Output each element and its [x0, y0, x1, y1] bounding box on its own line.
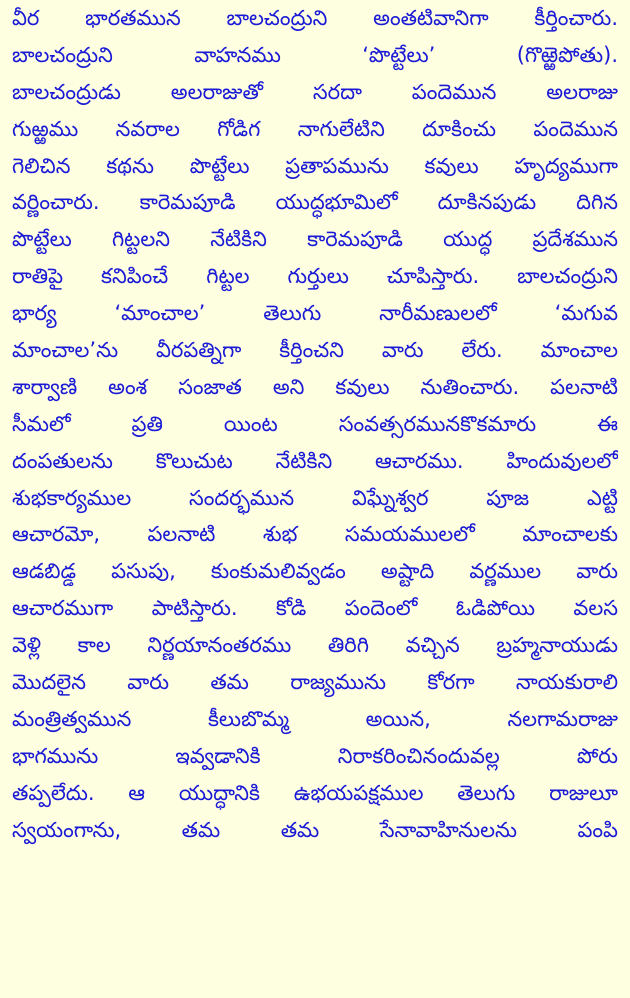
text-line: బాలచంద్రుని వాహనము ‘పొట్టేలు’ (గొఱ్ఱెపోతు).: [12, 42, 618, 67]
text-line: బాలచంద్రుడు అలరాజుతో సరదా పందెమున అలరాజు: [12, 79, 618, 104]
text-line: గెలిచిన కథను పొట్టేలు ప్రతాపమును కవులు హృద్యముగా: [12, 153, 618, 178]
text-line: వెళ్లి కాల నిర్ణయానంతరము తిరిగి వచ్చిన బ్రహ్మనాయుడు: [12, 633, 618, 658]
text-line: సీమలో ప్రతి యింట సంవత్సరమునకొకమారు ఈ: [12, 411, 618, 436]
text-line: మంత్రిత్వమున కీలుబొమ్మ అయిన, నలగామరాజు: [12, 706, 618, 731]
text-line: శార్వాణి అంశ సంజాత అని కవులు నుతించారు. పలనాటి: [12, 374, 618, 399]
text-line: మాంచాల’ను వీరపత్నిగా కీర్తించని వారు లేరు. మాంచాల: [12, 338, 618, 363]
text-line: తప్పలేదు. ఆ యుద్ధానికి ఉభయపక్షముల తెలుగు రాజులూ: [12, 780, 618, 805]
text-line: దంపతులను కొలుచుట నేటికిని ఆచారము. హిందువులలో: [12, 448, 618, 473]
text-line: ఆచారముగా పాటిస్తారు. కోడి పందెంలో ఓడిపోయి వలస: [12, 596, 618, 621]
paragraph-text: [12, 0, 618, 848]
text-line: ఆచారమో, పలనాటి శుభ సమయములలో మాంచాలకు: [12, 522, 618, 547]
text-line: వర్ణించారు. కారెమపూడి యుద్ధభూమిలో దూకినపుడు దిగిన: [12, 190, 618, 215]
text-line: ఆడబిడ్డ పసుపు, కుంకుమలివ్వడం అష్టాది వర్ణముల వారు: [12, 559, 618, 584]
text-line: వీర భారతమున బాలచంద్రుని అంతటివానిగా కీర్తించారు.: [12, 6, 618, 30]
text-line: స్వయంగాను, తమ తమ సేనావాహినులను పంపి: [12, 817, 618, 842]
text-line: రాతిపై కనిపించే గిట్టల గుర్తులు చూపిస్తారు. బాలచంద్రుని: [12, 264, 618, 289]
text-line: భార్య ‘మాంచాల’ తెలుగు నారీమణులలో ‘మగువ: [12, 301, 618, 326]
text-line: శుభకార్యముల సందర్భమున విఘ్నేశ్వర పూజ ఎట్టి: [12, 485, 618, 510]
text-line: భాగమును ఇవ్వడానికి నిరాకరించినందువల్ల పోరు: [12, 743, 618, 768]
text-line: పొట్టేలు గిట్టలని నేటికిని కారెమపూడి యుద్ధ ప్రదేశమున: [12, 227, 618, 252]
text-line: మొదలైన వారు తమ రాజ్యమును కోరగా నాయకురాలి: [12, 670, 618, 695]
text-line: గుఱ్ఱము నవరాల గోడిగ నాగులేటిని దూకించు పందెమున: [12, 116, 618, 141]
